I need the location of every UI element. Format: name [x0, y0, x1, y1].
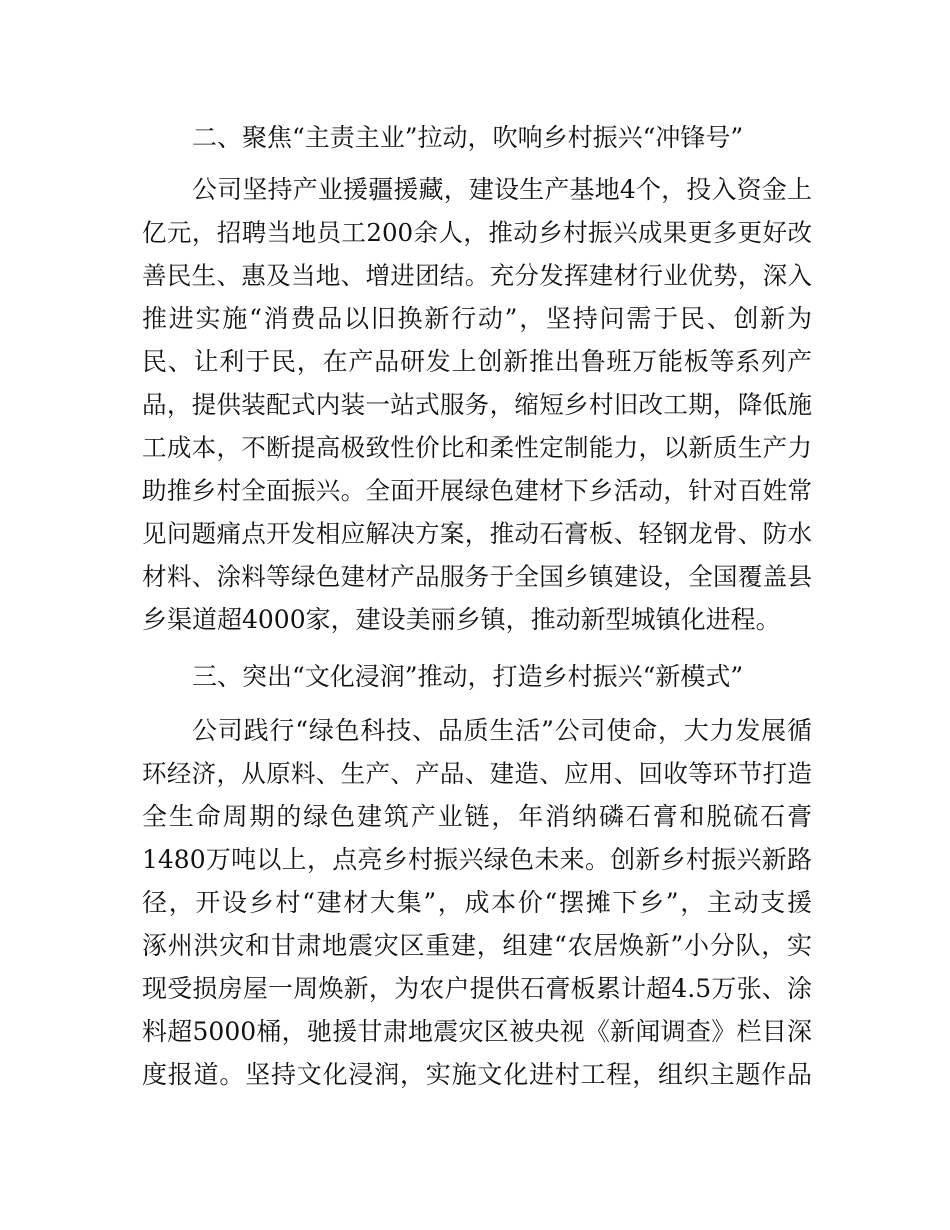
paragraph-2-line-3: 全生命周期的绿色建筑产业链，年消纳磷石膏和脱硫石膏 [142, 802, 812, 831]
paragraph-2-line-5: 径，开设乡村“建材大集”，成本价“摆摊下乡”，主动支援 [142, 888, 812, 917]
paragraph-2-line-8: 料超5000桶，驰援甘肃地震灾区被央视《新闻调查》栏目深 [142, 1017, 812, 1046]
paragraph-2-line-2: 环经济，从原料、生产、产品、建造、应用、回收等环节打造 [142, 759, 812, 788]
paragraph-1-line-5: 民、让利于民，在产品研发上创新推出鲁班万能板等系列产 [142, 347, 812, 376]
paragraph-1-line-8: 助推乡村全面振兴。全面开展绿色建材下乡活动，针对百姓常 [142, 476, 812, 505]
paragraph-2-line-9: 度报道。坚持文化浸润，实施文化进村工程，组织主题作品 [142, 1060, 812, 1089]
paragraph-1-line-4: 推进实施“消费品以旧换新行动”，坚持问需于民、创新为 [142, 304, 812, 333]
paragraph-1-line-10: 材料、涂料等绿色建材产品服务于全国乡镇建设，全国覆盖县 [142, 562, 812, 591]
paragraph-1-line-6: 品，提供装配式内装一站式服务，缩短乡村旧改工期，降低施 [142, 390, 812, 419]
section-heading-2: 二、聚焦“主责主业”拉动，吹响乡村振兴“冲锋号” [192, 123, 744, 152]
paragraph-2-line-6: 涿州洪灾和甘肃地震灾区重建，组建“农居焕新”小分队，实 [142, 931, 812, 960]
paragraph-1-line-11: 乡渠道超4000家，建设美丽乡镇，推动新型城镇化进程。 [142, 605, 781, 634]
paragraph-2-line-1: 公司践行“绿色科技、品质生活”公司使命，大力发展循 [192, 716, 812, 745]
paragraph-1-line-3: 善民生、惠及当地、增进团结。充分发挥建材行业优势，深入 [142, 261, 812, 290]
paragraph-2-line-4: 1480万吨以上，点亮乡村振兴绿色未来。创新乡村振兴新路 [142, 845, 812, 874]
paragraph-2-line-7: 现受损房屋一周焕新，为农户提供石膏板累计超4.5万张、涂 [142, 974, 812, 1003]
section-heading-3: 三、突出“文化浸润”推动，打造乡村振兴“新模式” [192, 662, 744, 691]
paragraph-1-line-9: 见问题痛点开发相应解决方案，推动石膏板、轻钢龙骨、防水 [142, 519, 812, 548]
paragraph-1-line-7: 工成本，不断提高极致性价比和柔性定制能力，以新质生产力 [142, 433, 812, 462]
paragraph-1-line-2: 亿元，招聘当地员工200余人，推动乡村振兴成果更多更好改 [142, 218, 812, 247]
paragraph-1-line-1: 公司坚持产业援疆援藏，建设生产基地4个，投入资金上 [192, 175, 812, 204]
